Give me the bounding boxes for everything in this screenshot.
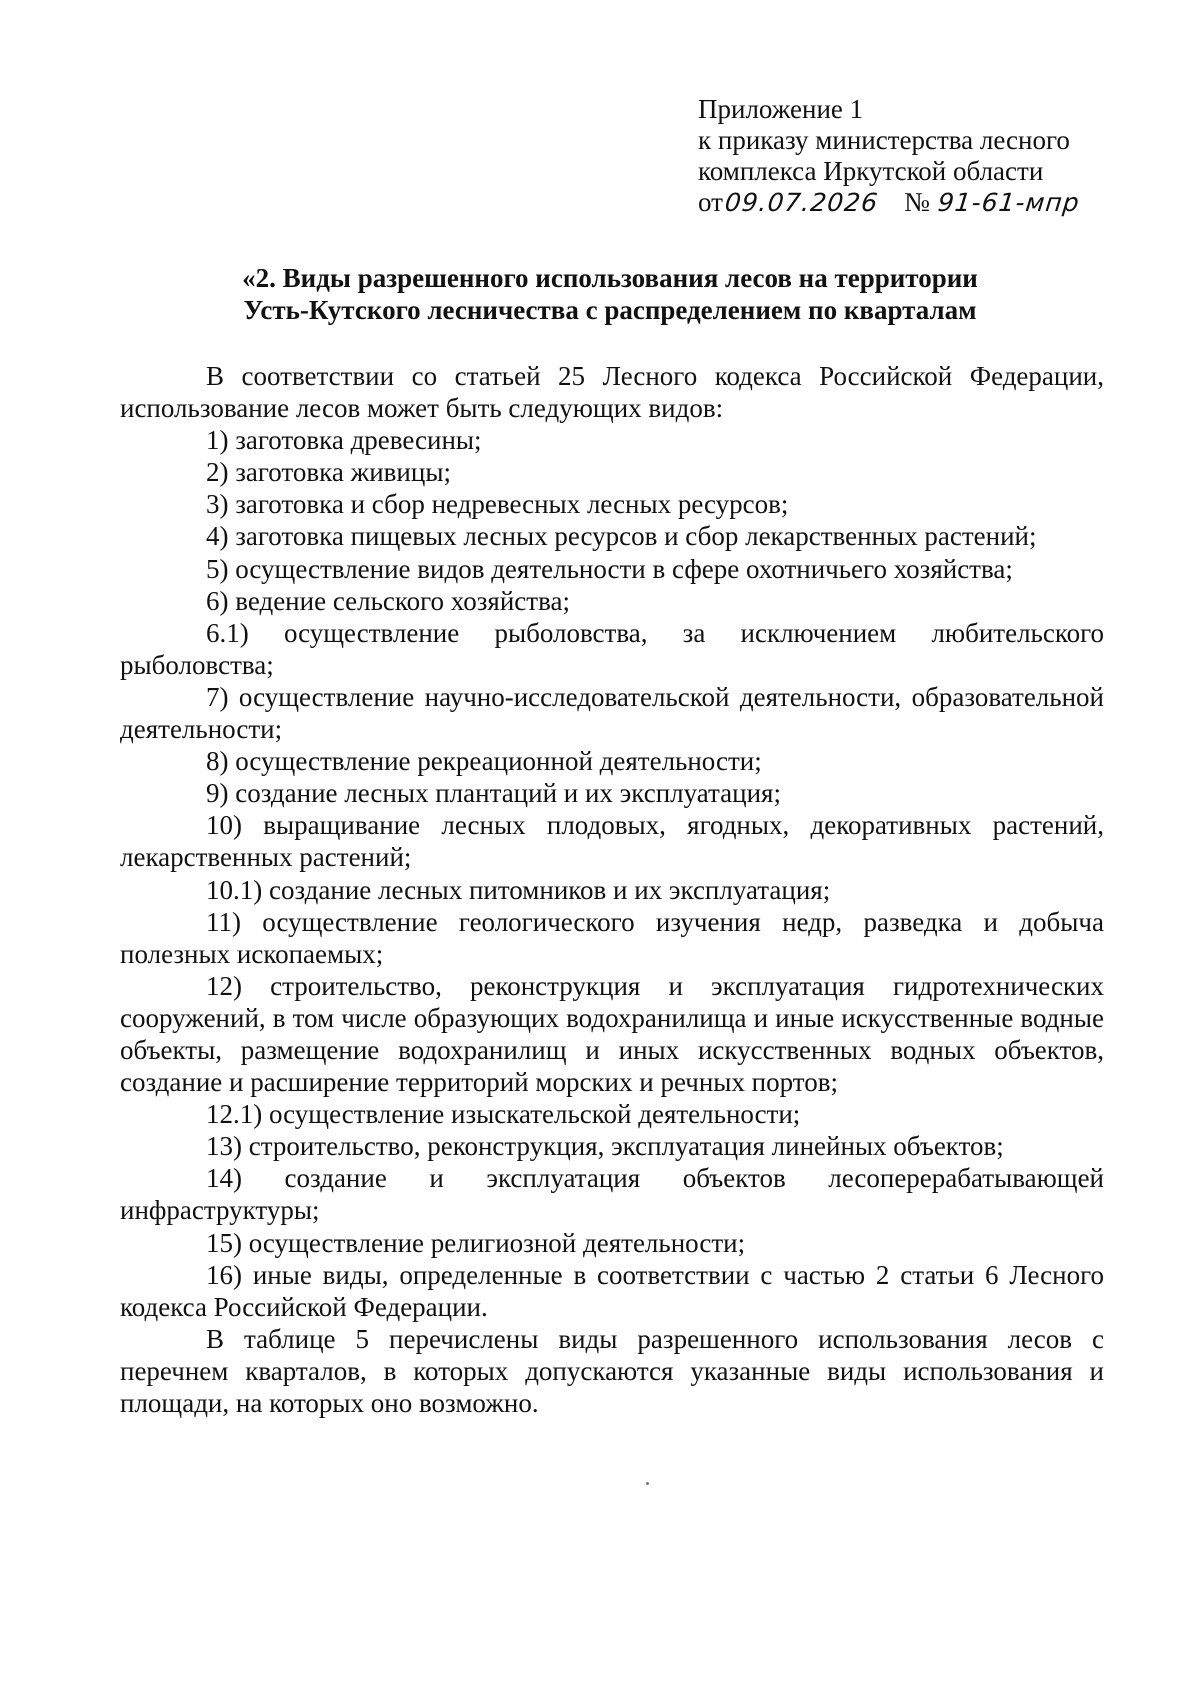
- date-prefix: от: [698, 187, 723, 217]
- appendix-date-number: [698, 187, 1168, 218]
- list-item: 10) выращивание лесных плодовых, ягодных, декоративных растений, лекарственных растений;: [120, 810, 1104, 873]
- list-item: 9) создание лесных плантаций и их эксплуатация;: [206, 778, 781, 809]
- handwritten-number: 91-61-мпр: [936, 188, 1082, 217]
- closing-paragraph: В таблице 5 перечислены виды разрешенного использования лесов с перечнем кварталов, в которых допускаются указанные виды использования и площади, на которых оно возможно.: [120, 1323, 1104, 1418]
- number-label: №: [904, 187, 930, 217]
- list-item: 1) заготовка древесины;: [206, 425, 482, 456]
- list-item: 11) осуществление геологического изучения недр, разведка и добыча полезных ископаемых;: [120, 906, 1104, 969]
- section-heading: [120, 262, 1100, 326]
- scan-speck: [646, 1482, 649, 1485]
- heading-line-2: Усть-Кутского лесничества с распределением по кварталам: [243, 295, 977, 325]
- list-item: 13) строительство, реконструкция, эксплуатация линейных объектов;: [206, 1131, 1004, 1162]
- appendix-order-ref: к приказу министерства лесного: [698, 125, 1070, 155]
- list-item: 2) заготовка живицы;: [206, 457, 451, 488]
- handwritten-date: 09.07.2026: [723, 188, 880, 217]
- appendix-block: [698, 94, 1168, 218]
- appendix-title: Приложение 1: [698, 94, 864, 124]
- appendix-ministry: комплекса Иркутской области: [698, 156, 1044, 186]
- list-item: 12) строительство, реконструкция и эксплуатация гидротехнических сооружений, в том числе образующих водохранилища и иные искусственные водные объекты, размещение водохранилищ и иных искусственных водных объектов, создание и расширение территорий морских и речных портов;: [120, 970, 1104, 1098]
- list-item: 4) заготовка пищевых лесных ресурсов и сбор лекарственных растений;: [206, 521, 1037, 552]
- document-body: [120, 360, 1104, 1419]
- list-item: 6.1) осуществление рыболовства, за исключением любительского рыболовства;: [120, 617, 1104, 680]
- heading-line-1: «2. Виды разрешенного использования лесов на территории: [242, 263, 978, 293]
- list-item: 14) создание и эксплуатация объектов лесоперерабатывающей инфраструктуры;: [120, 1163, 1104, 1226]
- list-item: 7) осуществление научно-исследовательской деятельности, образовательной деятельности;: [120, 681, 1104, 745]
- list-item: 12.1) осуществление изыскательской деятельности;: [206, 1099, 801, 1130]
- intro-paragraph: В соответствии со статьей 25 Лесного кодекса Российской Федерации, использование лесов может быть следующих видов:: [120, 361, 1104, 424]
- list-item: 5) осуществление видов деятельности в сфере охотничьего хозяйства;: [206, 553, 1013, 584]
- list-item: 16) иные виды, определенные в соответствии с частью 2 статьи 6 Лесного кодекса Российской Федерации.: [120, 1259, 1104, 1322]
- list-item: 10.1) создание лесных питомников и их эксплуатация;: [206, 874, 831, 905]
- list-item: 6) ведение сельского хозяйства;: [206, 585, 570, 616]
- list-item: 8) осуществление рекреационной деятельности;: [206, 746, 762, 777]
- list-item: 15) осуществление религиозной деятельности;: [206, 1227, 746, 1258]
- list-item: 3) заготовка и сбор недревесных лесных ресурсов;: [206, 489, 789, 520]
